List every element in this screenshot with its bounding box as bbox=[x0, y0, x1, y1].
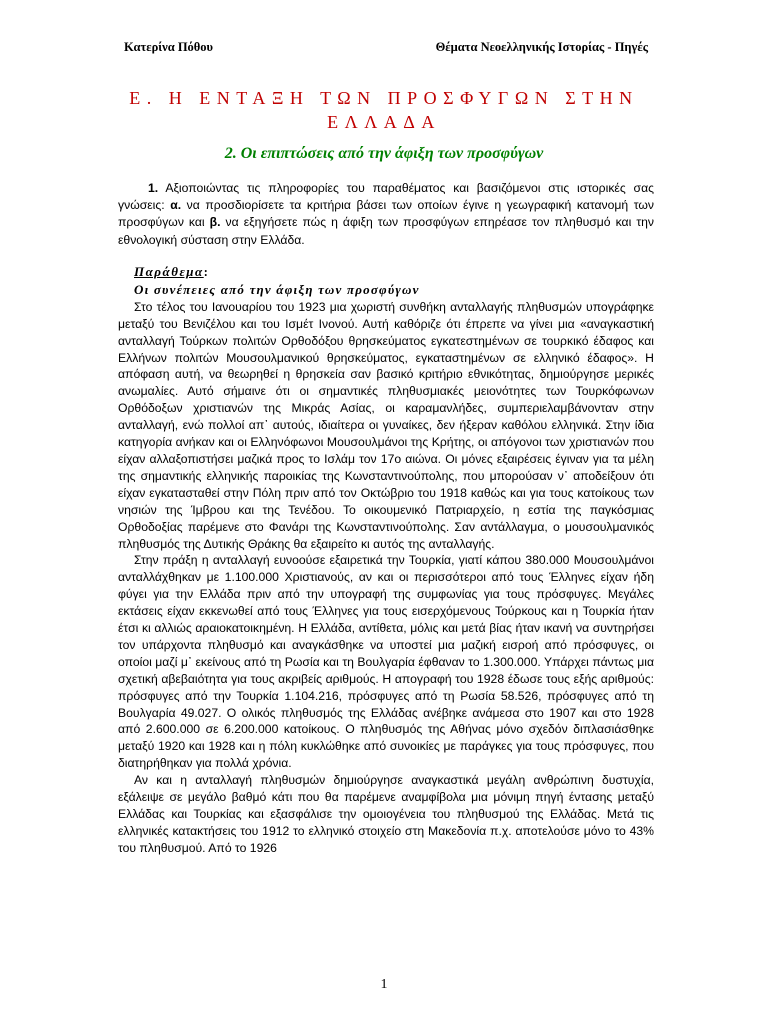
source-label: Παράθεμα bbox=[134, 264, 204, 279]
section-subtitle: 2. Οι επιπτώσεις από την άφιξη των προσφύγων bbox=[224, 145, 544, 162]
header-course: Θέματα Νεοελληνικής Ιστορίας - Πηγές bbox=[435, 40, 648, 54]
source-paragraph-3: Αν και η ανταλλαγή πληθυσμών δημιούργησε αναγκαστικά μεγάλη ανθρώπινη δυστυχία, εξάλειψε σε μεγάλο βαθμό κάτι που θα παρέμενε αναμφίβολα μια μόνιμη πηγή έντασης μεταξύ Ελλάδας και Τουρκίας και εξασφάλισε την ομοιογένεια του πληθυσμού της Ελλάδας. Μετά τις ελληνικές κατακτήσεις του 1912 το ελληνικό στοιχείο στη Μακεδονία π.χ. αποτελούσε μόνο το 43% του πληθυσμού. Από το 1926 bbox=[118, 773, 654, 855]
question-text-1: Αξιοποιώντας τις πληροφορίες του παραθέματος και βασιζόμενοι στις ιστορικές σας γνώσεις: bbox=[118, 181, 654, 213]
source-paragraph-1: Στο τέλος του Ιανουαρίου του 1923 μια χωριστή συνθήκη ανταλλαγής πληθυσμών υπογράφηκε μεταξύ του Βενιζέλου και του Ισμέτ Ινονού. Αυτή καθόριζε ότι έπρεπε να γίνει μια «αναγκαστική ανταλλαγή Τούρκων πολιτών Ορθοδόξου θρησκεύματος εγκατεστημένων σε τουρκικό έδαφος και Ελλήνων πολιτών Μουσουλμανικού θρησκεύματος, εγκαταστημένων σε ελληνικό έδαφος». Η απόφαση αυτή, να θεωρηθεί η θρησκεία σαν βασικό κριτήριο εθνικότητας, δημιούργησε μερικές ανωμαλίες. Αυτό σήμαινε ότι οι σημαντικές πληθυσμιακές μειονότητες των Τουρκόφωνων Ορθόδοξων χριστιανών της Μικράς Ασίας, οι καραμανλήδες, συμπεριελαμβάνονταν στην ανταλλαγή, ενώ πολλοί απ᾽ αυτούς, ιδιαίτερα οι γυναίκες, δεν ήξεραν καθόλου ελληνικά. Στην ίδια κατηγορία ανήκαν και οι Ελληνόφωνοι Μουσουλμάνοι της Κρήτης, οι απόγονοι των χριστιανών που είχαν αλλαξοπιστήσει μαζικά προς το Ισλάμ τον 17ο αιώνα. Οι μόνες εξαιρέσεις έγιναν για τα μέλη της σημαντικής ελληνικής παροικίας της Κωνσταντινούπολης, που μπορούσαν ν᾽ αποδείξουν ότι είχαν εγκατασταθεί στην Πόλη πριν από τον Οκτώβριο του 1918 καθώς και για τους κατοίκους των νησιών της Ίμβρου και της Τενέδου. Το οικουμενικό Πατριαρχείο, η εστία της παγκόσμιας Ορθοδοξίας παρέμενε στο Φανάρι της Κωνσταντινούπολης. Σαν αντάλλαγμα, ο μουσουλμανικός πληθυσμός της Δυτικής Θράκης θα εξαιρείτο κι αυτός της ανταλλαγής. bbox=[118, 299, 654, 551]
source-heading: Οι συνέπειες από την άφιξη των προσφύγων bbox=[134, 281, 420, 297]
source-excerpt bbox=[118, 264, 654, 857]
page-title: Ε. Η ΕΝΤΑΞΗ ΤΩΝ ΠΡΟΣΦΥΓΩΝ ΣΤΗΝ ΕΛΛΑΔΑ bbox=[129, 88, 639, 132]
question-marker-a: α. bbox=[170, 198, 182, 213]
question-marker-b: β. bbox=[209, 215, 221, 230]
question-text-3: να εξηγήσετε πώς η άφιξη των προσφύγων επηρέασε τον πληθυσμό και την εθνολογική σύσταση στην Ελλάδα. bbox=[118, 215, 655, 247]
source-label-colon: : bbox=[203, 265, 208, 279]
source-paragraph-2: Στην πράξη η ανταλλαγή ευνοούσε εξαιρετικά την Τουρκία, γιατί κάπου 380.000 Μουσουλμάνοι ανταλλάχθηκαν με 1.100.000 Χριστιανούς, αν και οι περισσότεροι από τους Έλληνες είχαν ήδη φύγει για την Ελλάδα πριν από την υπογραφή της συμφωνίας για τους πρόσφυγες. Μεγάλες εκτάσεις είχαν εκκενωθεί από τους Έλληνες για τους εισερχόμενους Τούρκους και η Τουρκία ήταν έτσι κι αλλιώς αραιοκατοικημένη. Η Ελλάδα, αντίθετα, μόλις και μετά βίας ήταν ικανή να συντηρήσει τον υπάρχοντα πληθυσμό και αναγκάσθηκε να υποστεί μια μαζική εισροή από πρόσφυγες, οι οποίοι μαζί μ᾽ εκείνους από τη Ρωσία και τη Βουλγαρία έφθαναν το 1.300.000. Υπάρχει πάντως μια σχετική αβεβαιότητα για τους ακριβείς αριθμούς. Η απογραφή του 1928 έδωσε τους εξής αριθμούς: πρόσφυγες από την Τουρκία 1.104.216, πρόσφυγες από τη Ρωσία 58.526, πρόσφυγες από τη Βουλγαρία 49.027. Ο ολικός πληθυσμός της Ελλάδας ανέβηκε ανάμεσα στο 1907 και στο 1928 από 2.600.000 σε 6.200.000 κατοίκους. Ο πληθυσμός της Αθήνας μόνο σχεδόν διπλασιάσθηκε μεταξύ 1920 και 1928 και η πόλη κυκλώθηκε από συνοικίες με παράγκες για τους πρόσφυγες, που διατηρήθηκαν για πολλά χρόνια. bbox=[118, 553, 654, 771]
header-author: Κατερίνα Πόθου bbox=[124, 40, 214, 54]
question-text-2: να προσδιορίσετε τα κριτήρια βάσει των οποίων έγινε η γεωγραφική κατανομή των προσφύγων και bbox=[118, 198, 654, 230]
page-number: 1 bbox=[380, 977, 388, 992]
question-block bbox=[118, 180, 654, 249]
question-number: 1. bbox=[148, 181, 159, 195]
